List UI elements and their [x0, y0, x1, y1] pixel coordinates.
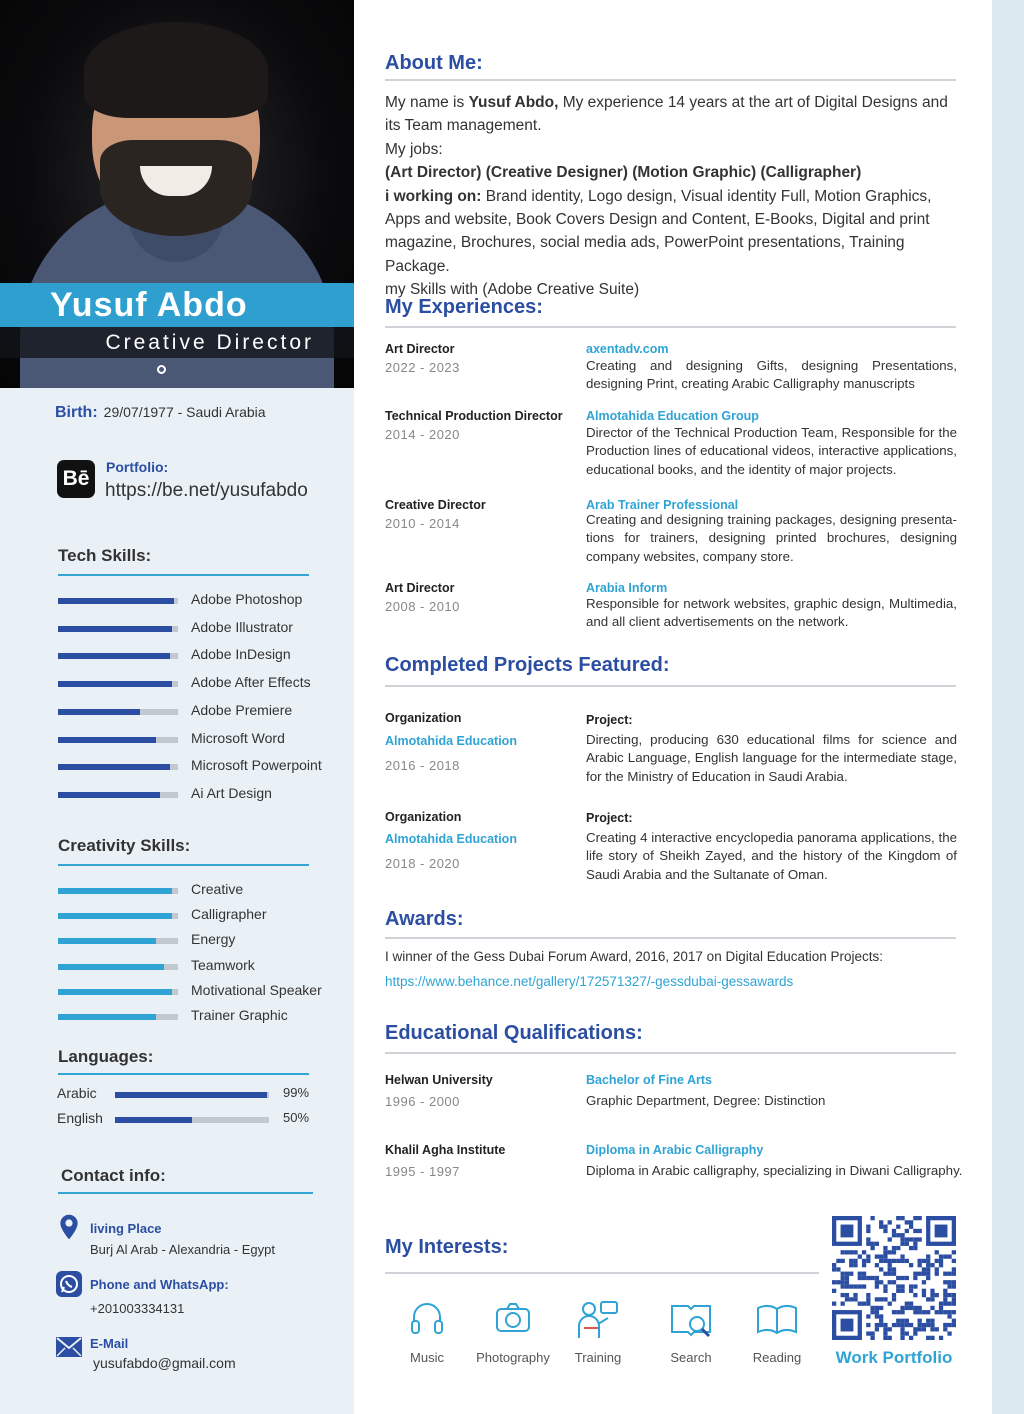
- skill-label: Microsoft Word: [191, 729, 285, 746]
- skill-label: Trainer Graphic: [191, 1007, 288, 1023]
- interest-training: [558, 1298, 638, 1370]
- skill-label: Adobe Illustrator: [191, 618, 293, 635]
- open-book-icon: [755, 1298, 799, 1338]
- about-text: [385, 91, 957, 302]
- skill-bar-fill: [58, 681, 172, 687]
- whatsapp-icon: [56, 1271, 82, 1297]
- skill-bar-fill: [58, 737, 156, 743]
- skill-item: [58, 619, 358, 639]
- skill-bar: [58, 1014, 178, 1020]
- language-name: Arabic: [57, 1085, 97, 1101]
- education-institution: Helwan University: [385, 1073, 493, 1087]
- skill-label: Calligrapher: [191, 906, 267, 923]
- about-working-text: Brand identity, Logo design, Visual identity Full, Motion Graphics, Apps and website, Book Covers Design and Content, E-Books, Digital and print magazine, Brochures, social media ads, PowerPoint presentations, Training Package.: [385, 187, 932, 275]
- skill-item: [58, 982, 358, 1002]
- skill-label: Adobe Premiere: [191, 701, 293, 718]
- skill-label: Adobe Photoshop: [191, 591, 303, 607]
- skill-item: [58, 785, 358, 805]
- languages-divider: [58, 1073, 309, 1075]
- about-divider: [385, 79, 956, 81]
- education-years: 1996 - 2000: [385, 1094, 460, 1109]
- qr-label: Work Portfolio: [835, 1348, 953, 1367]
- camera-icon: [493, 1298, 533, 1338]
- skill-label: Adobe After Effects: [191, 674, 311, 691]
- skill-label: Microsoft Powerpoint: [191, 757, 322, 774]
- skill-item: [58, 957, 358, 977]
- creativity-skills-divider: [58, 864, 309, 866]
- book-search-icon: [669, 1298, 713, 1342]
- experience-title: Technical Production Director: [385, 409, 563, 423]
- skill-bar-fill: [58, 1014, 156, 1020]
- project-description: Creating 4 interactive encyclopedia panorama applications, the life story of Sheikh Zayed, and the history of the Kingdom of Saudi Arabia and the Sultanate of Oman.: [586, 830, 957, 882]
- experience-title: Art Director: [385, 342, 455, 356]
- experience-description: Creating and designing training packages, designing presenta-tions for trainers, designing printed brochures, designing company websites, company store.: [586, 512, 957, 564]
- skill-bar: [58, 598, 178, 604]
- headphones-icon: [407, 1298, 447, 1338]
- creativity-skills-title: Creativity Skills:: [58, 836, 191, 855]
- language-percent: 50%: [283, 1110, 310, 1125]
- about-intro-name: Yusuf Abdo,: [468, 94, 559, 111]
- contact-title: Contact info:: [61, 1166, 166, 1185]
- sidebar: [0, 0, 354, 1414]
- skill-bar-fill: [58, 626, 172, 632]
- shirt-button-icon: [157, 365, 166, 374]
- tech-skills-title: Tech Skills:: [58, 546, 152, 565]
- languages-title: Languages:: [58, 1047, 154, 1066]
- projects-title: Completed Projects Featured:: [385, 654, 670, 676]
- language-bar-fill: [115, 1092, 267, 1098]
- living-place-label: living Place: [90, 1221, 162, 1236]
- skill-bar: [58, 681, 178, 687]
- experience-years: 2010 - 2014: [385, 516, 460, 531]
- language-item: [57, 1085, 317, 1105]
- skill-bar-fill: [58, 938, 156, 944]
- interest-label: Reading: [752, 1350, 802, 1365]
- project-years: 2016 - 2018: [385, 758, 460, 773]
- about-jobs: (Art Director) (Creative Designer) (Motion Graphic) (Calligrapher): [385, 164, 862, 182]
- profile-name: Yusuf Abdo: [50, 286, 248, 324]
- about-title: About Me:: [385, 52, 483, 74]
- skill-bar-fill: [58, 888, 172, 894]
- birth-info: [55, 404, 266, 422]
- education-institution: Khalil Agha Institute: [385, 1143, 506, 1157]
- education-divider: [385, 1052, 956, 1054]
- experience-company[interactable]: axentadv.com: [586, 342, 669, 356]
- contact-divider: [58, 1192, 313, 1194]
- experience-company: Arabia Inform: [586, 581, 668, 595]
- profile-role: Creative Director: [105, 331, 314, 354]
- skill-bar: [58, 737, 178, 743]
- phone-label: Phone and WhatsApp:: [90, 1277, 229, 1292]
- project-organization-label: Organization: [385, 810, 462, 824]
- awards-divider: [385, 937, 956, 939]
- education-degree: Diploma in Arabic Calligraphy: [586, 1143, 764, 1157]
- education-description: Diploma in Arabic calligraphy, specializing in Diwani Calligraphy.: [586, 1163, 963, 1178]
- experience-years: 2022 - 2023: [385, 360, 460, 375]
- interest-label: Photography: [476, 1350, 550, 1365]
- skill-item: [58, 646, 358, 666]
- language-bar: [115, 1092, 269, 1098]
- interest-reading: [737, 1298, 817, 1370]
- education-years: 1995 - 1997: [385, 1164, 460, 1179]
- skill-bar: [58, 792, 178, 798]
- qr-code-icon[interactable]: [832, 1216, 956, 1340]
- interest-photography: [473, 1298, 553, 1370]
- right-strip: [992, 0, 1024, 1414]
- language-item: [57, 1110, 317, 1130]
- skill-bar: [58, 938, 178, 944]
- skill-item: [58, 906, 358, 926]
- skill-bar-fill: [58, 913, 172, 919]
- experiences-divider: [385, 326, 956, 328]
- skill-item: [58, 881, 358, 901]
- experience-company: Arab Trainer Professional: [586, 498, 739, 512]
- skill-item: [58, 674, 358, 694]
- birth-label: Birth:: [55, 404, 98, 421]
- education-title: Educational Qualifications:: [385, 1022, 643, 1044]
- experience-years: 2008 - 2010: [385, 599, 460, 614]
- experience-years: 2014 - 2020: [385, 427, 460, 442]
- project-description: Directing, producing 630 educational films for science and Arabic Language, English language for the intermediate stage, for the Ministry of Education in Saudi Arabia.: [586, 732, 957, 784]
- interest-label: Search: [670, 1350, 712, 1365]
- project-organization-label: Organization: [385, 711, 462, 725]
- living-place-value: Burj Al Arab - Alexandria - Egypt: [90, 1242, 275, 1257]
- interests-title: My Interests:: [385, 1236, 509, 1258]
- tech-skills-divider: [58, 574, 309, 576]
- about-skills-line: my Skills with (Adobe Creative Suite): [385, 281, 640, 299]
- interest-label: Training: [574, 1350, 622, 1365]
- trainer-icon: [576, 1298, 620, 1342]
- skill-label: Adobe InDesign: [191, 646, 291, 663]
- experience-description: Director of the Technical Production Team, Responsible for the Production lines of educational videos, interactive applications, educational books, and the identity of major projects.: [586, 425, 957, 477]
- about-intro-suffix: My experience 14 years at the art of Digital Designs and its Team management.: [385, 94, 948, 135]
- language-percent: 99%: [283, 1085, 310, 1100]
- projects-divider: [385, 685, 956, 687]
- skill-bar: [58, 989, 178, 995]
- language-bar: [115, 1117, 269, 1123]
- project-label: Project:: [586, 811, 633, 825]
- skill-item: [58, 1007, 358, 1027]
- education-degree: Bachelor of Fine Arts: [586, 1073, 712, 1087]
- skill-bar-fill: [58, 964, 164, 970]
- skill-bar-fill: [58, 989, 172, 995]
- project-organization: Almotahida Education: [385, 734, 517, 748]
- project-organization: Almotahida Education: [385, 832, 517, 846]
- award-text: I winner of the Gess Dubai Forum Award, 2016, 2017 on Digital Education Projects:: [385, 949, 884, 964]
- interests-divider: [385, 1272, 819, 1274]
- awards-title: Awards:: [385, 908, 464, 930]
- interest-search: [651, 1298, 731, 1370]
- skill-bar-fill: [58, 764, 170, 770]
- experience-description: Creating and designing Gifts, designing Presentations, designing Print, creating Arabic Calligraphy manuscripts: [586, 358, 957, 392]
- language-name: English: [57, 1110, 103, 1126]
- skill-label: Ai Art Design: [191, 784, 272, 801]
- about-intro-prefix: My name is: [385, 94, 469, 111]
- skill-bar: [58, 964, 178, 970]
- portfolio-link[interactable]: https://be.net/yusufabdo: [105, 480, 308, 501]
- language-bar-fill: [115, 1117, 192, 1123]
- skill-bar: [58, 764, 178, 770]
- experience-description: Responsible for network websites, graphic design, Multimedia, and all client advertisements on the network.: [586, 596, 957, 630]
- skill-bar: [58, 626, 178, 632]
- about-working-label: i working on:: [385, 187, 482, 205]
- mail-icon: [56, 1334, 82, 1360]
- skill-bar: [58, 888, 178, 894]
- skill-bar-fill: [58, 598, 174, 604]
- email-label: E-Mail: [90, 1336, 129, 1351]
- location-pin-icon: [56, 1214, 82, 1240]
- skill-item: [58, 702, 358, 722]
- portfolio-label: Portfolio:: [106, 459, 169, 475]
- skill-bar-fill: [58, 709, 140, 715]
- experiences-title: My Experiences:: [385, 296, 543, 318]
- behance-icon: Bē: [57, 460, 95, 498]
- skill-label: Motivational Speaker: [191, 981, 322, 998]
- skill-item: [58, 730, 358, 750]
- project-years: 2018 - 2020: [385, 856, 460, 871]
- experience-title: Art Director: [385, 581, 455, 595]
- interest-label: Music: [410, 1350, 444, 1365]
- skill-item: [58, 757, 358, 777]
- skill-bar-fill: [58, 653, 170, 659]
- award-link[interactable]: https://www.behance.net/gallery/172571327/-gessdubai-gessawards: [385, 974, 794, 989]
- about-jobs-label: My jobs:: [385, 140, 443, 158]
- interest-music: [387, 1298, 467, 1370]
- skill-bar: [58, 709, 178, 715]
- skill-item: [58, 591, 358, 611]
- birth-value: 29/07/1977 - Saudi Arabia: [103, 404, 266, 420]
- skill-label: Teamwork: [191, 956, 255, 973]
- email-value[interactable]: yusufabdo@gmail.com: [93, 1355, 236, 1371]
- skill-label: Energy: [191, 931, 236, 948]
- experience-title: Creative Director: [385, 498, 486, 512]
- phone-value[interactable]: +201003334131: [90, 1301, 185, 1316]
- education-description: Graphic Department, Degree: Distinction: [586, 1093, 826, 1108]
- experience-company: Almotahida Education Group: [586, 409, 759, 423]
- skill-bar: [58, 653, 178, 659]
- project-label: Project:: [586, 713, 633, 727]
- skill-label: Creative: [191, 881, 244, 897]
- skill-bar: [58, 913, 178, 919]
- skill-bar-fill: [58, 792, 160, 798]
- skill-item: [58, 931, 358, 951]
